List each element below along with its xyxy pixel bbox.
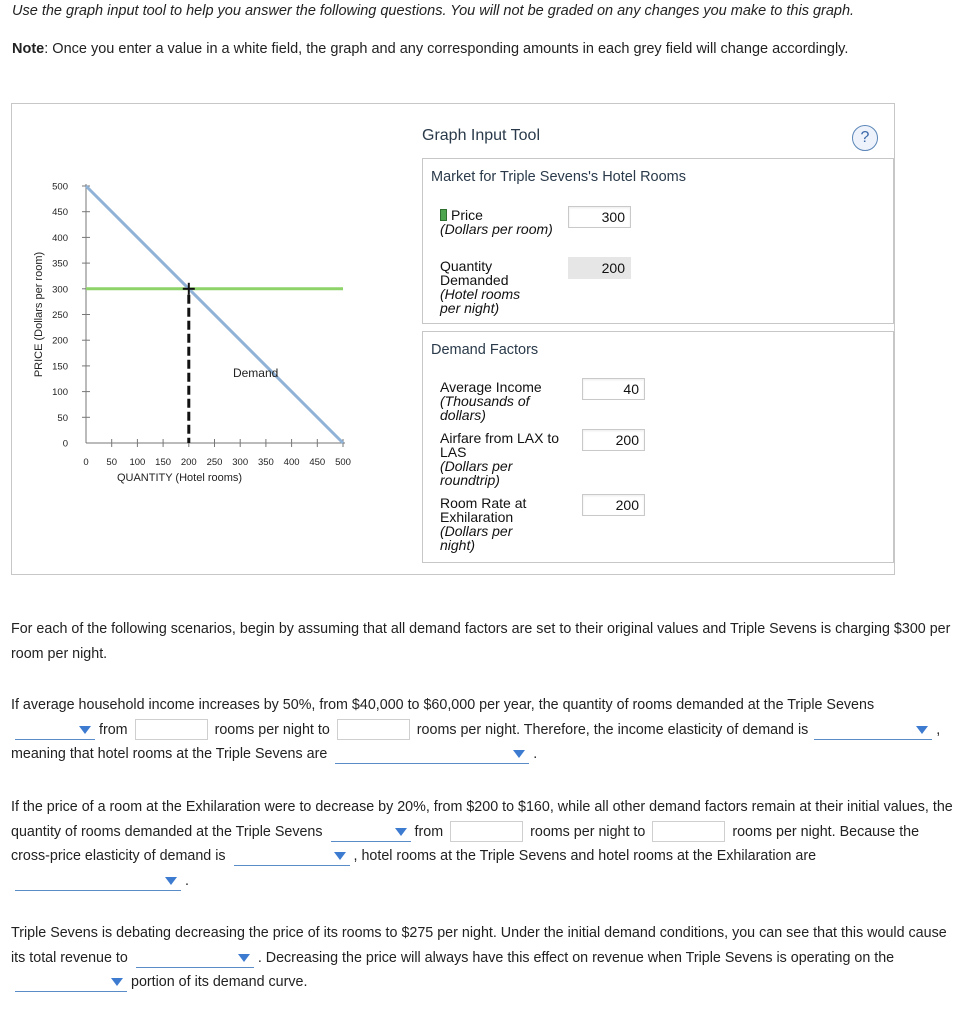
y-tick-label: 350 <box>52 258 68 270</box>
chevron-down-icon <box>513 750 525 758</box>
question-3: Triple Sevens is debating decreasing the price of its rooms to $275 per night. Under the initial demand conditions, you can see that this would cause its total revenue to . Decreasing the price will always have this effect on revenue when Triple Sevens is operating on the portion of its demand curve. <box>11 921 956 995</box>
help-icon[interactable]: ? <box>852 125 878 151</box>
x-tick-label: 250 <box>206 457 223 468</box>
price-label: Price (Dollars per room) <box>440 207 553 237</box>
x-tick-label: 0 <box>83 457 89 468</box>
price-line-marker <box>440 209 447 221</box>
note-label: Note <box>12 41 45 57</box>
x-axis-label: QUANTITY (Hotel rooms) <box>116 472 243 484</box>
chevron-down-icon <box>238 954 250 962</box>
q1-to-input[interactable] <box>337 719 410 740</box>
quantity-output: 200 <box>568 257 631 279</box>
chevron-down-icon <box>165 877 177 885</box>
income-label: Average Income (Thousands of dollars) <box>440 379 542 423</box>
q2-from-input[interactable] <box>450 821 523 842</box>
y-tick-label: 200 <box>52 335 68 347</box>
demand-factors-title: Demand Factors <box>431 342 539 358</box>
instructions-text: Use the graph input tool to help you answer the following questions. You will not be graded on any changes you make to this graph. <box>12 3 855 19</box>
graph-panel <box>11 103 895 575</box>
demand-label: Demand <box>232 366 279 381</box>
y-tick-label: 50 <box>57 412 68 424</box>
y-tick-label: 300 <box>52 284 68 296</box>
chevron-down-icon <box>79 726 91 734</box>
q2-to-input[interactable] <box>652 821 725 842</box>
airfare-input[interactable]: 200 <box>582 429 645 451</box>
x-tick-label: 400 <box>283 457 300 468</box>
x-tick-label: 150 <box>155 457 172 468</box>
y-tick-label: 150 <box>52 361 68 373</box>
note-body: : Once you enter a value in a white field, the graph and any corresponding amounts in each grey field will change accordingly. <box>44 41 849 57</box>
y-tick-label: 400 <box>52 232 68 244</box>
income-input[interactable]: 40 <box>582 378 645 400</box>
chevron-down-icon <box>111 978 123 986</box>
x-tick-label: 50 <box>106 457 117 468</box>
q1-good-type-dropdown[interactable] <box>335 744 529 764</box>
scenario-intro: For each of the following scenarios, begin by assuming that all demand factors are set to their original values and Triple Sevens is charging $300 per room per night. <box>11 621 951 662</box>
y-axis-label: PRICE (Dollars per room) <box>33 251 45 378</box>
x-tick-label: 450 <box>309 457 326 468</box>
note-text <box>12 41 848 57</box>
demand-curve <box>86 186 343 443</box>
q1-from-input[interactable] <box>135 719 208 740</box>
x-tick-label: 100 <box>129 457 146 468</box>
y-tick-label: 0 <box>62 438 68 450</box>
graph-input-tool-title: Graph Input Tool <box>422 127 541 144</box>
q2-direction-dropdown[interactable] <box>331 822 411 842</box>
x-tick-label: 500 <box>335 457 351 468</box>
q3-revenue-dropdown[interactable] <box>136 948 254 968</box>
q1-direction-dropdown[interactable] <box>15 720 95 740</box>
quantity-label: Quantity Demanded (Hotel rooms per night) <box>440 258 521 316</box>
airfare-label: Airfare from LAX to LAS (Dollars per roundtrip) <box>440 430 560 488</box>
y-tick-label: 100 <box>52 387 68 399</box>
y-tick-label: 450 <box>52 207 68 219</box>
question-2: If the price of a room at the Exhilaration were to decrease by 20%, from $200 to $160, while all other demand factors remain at their initial values, the quantity of rooms demanded at the Triple Sevens from rooms per night to rooms per night. Because the cross-price elasticity of demand is , hotel rooms at the Triple Sevens and hotel rooms at the Exhilaration are . <box>11 795 956 893</box>
q1-elasticity-dropdown[interactable] <box>814 720 932 740</box>
exhilaration-rate-input[interactable]: 200 <box>582 494 645 516</box>
x-tick-label: 200 <box>180 457 197 468</box>
exhilaration-rate-label: Room Rate at Exhilaration (Dollars per night) <box>440 495 527 553</box>
x-tick-label: 300 <box>232 457 249 468</box>
chevron-down-icon <box>916 726 928 734</box>
q3-portion-dropdown[interactable] <box>15 972 127 992</box>
chevron-down-icon <box>334 852 346 860</box>
q2-relationship-dropdown[interactable] <box>15 871 181 891</box>
y-tick-label: 250 <box>52 310 68 321</box>
x-tick-label: 350 <box>257 457 274 468</box>
chevron-down-icon <box>395 828 407 836</box>
q2-elasticity-dropdown[interactable] <box>234 846 350 866</box>
price-input[interactable]: 300 <box>568 206 631 228</box>
market-title: Market for Triple Sevens's Hotel Rooms <box>431 169 686 185</box>
y-tick-label: 500 <box>52 181 68 193</box>
question-1: If average household income increases by 50%, from $40,000 to $60,000 per year, the quantity of rooms demanded at the Triple Sevens from rooms per night to rooms per night. Therefore, the income elasticity of demand is , meaning that hotel rooms at the Triple Sevens are . <box>11 693 956 767</box>
